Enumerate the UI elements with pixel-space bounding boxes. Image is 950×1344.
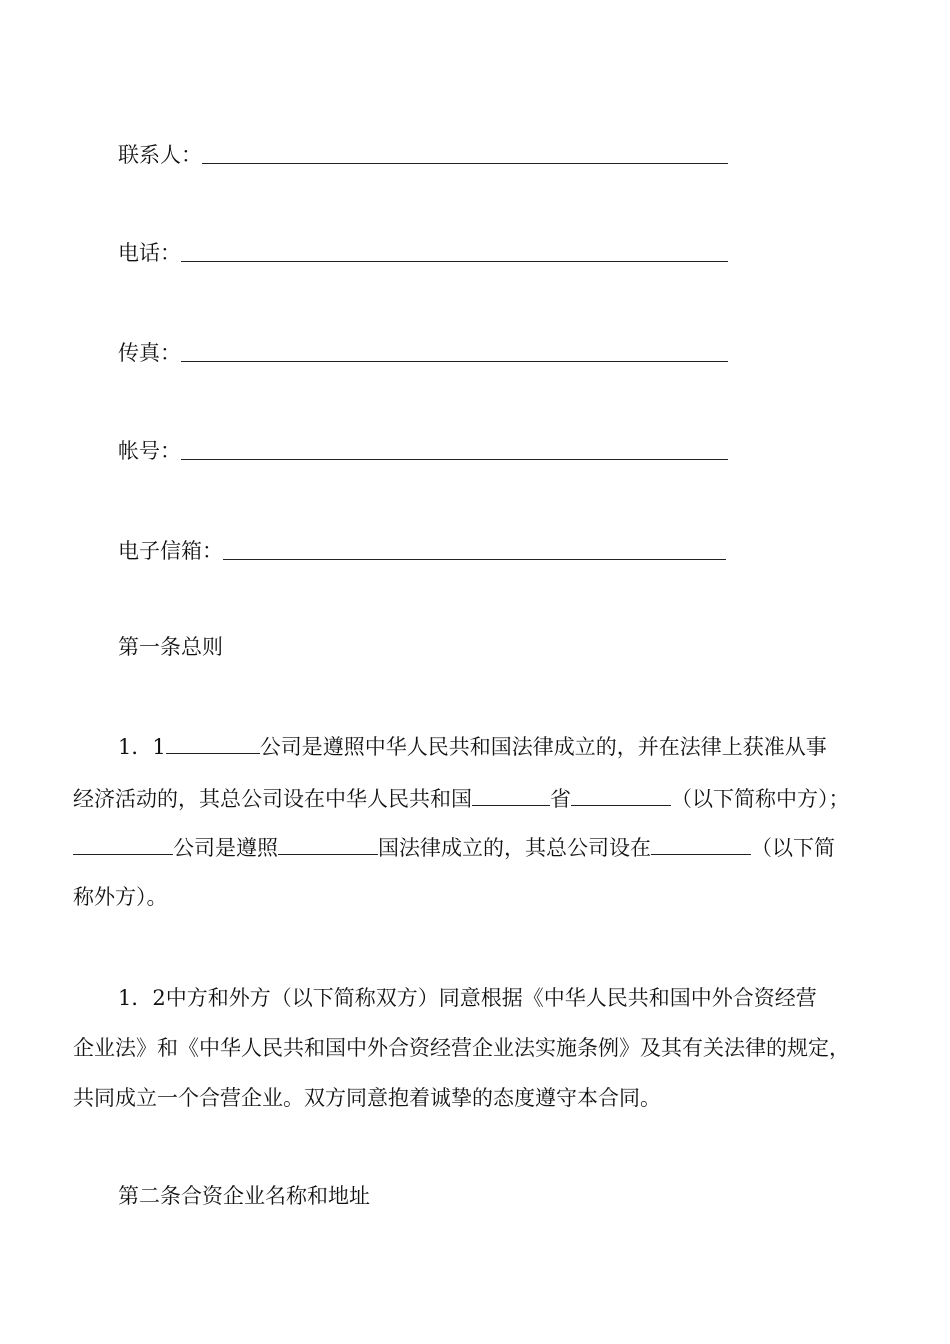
email-blank[interactable] bbox=[223, 559, 726, 560]
p11-number: 1．1 bbox=[118, 735, 166, 759]
paragraph-1-2 bbox=[73, 986, 888, 1116]
p11-text-2a: 经济活动的，其总公司设在中华人民共和国 bbox=[73, 787, 472, 811]
paragraph-1-1 bbox=[73, 735, 888, 915]
p11-text-4: 称外方）。 bbox=[73, 885, 168, 909]
p12-line-1: 1．2中方和外方（以下简称双方）同意根据《中华人民共和国中外合资经营 bbox=[118, 986, 817, 1010]
province-blank[interactable] bbox=[472, 787, 550, 806]
section-2-heading: 第二条合资企业名称和地址 bbox=[118, 1184, 370, 1208]
company-name-blank-2[interactable] bbox=[73, 836, 173, 855]
city-blank[interactable] bbox=[571, 787, 671, 806]
p11-line-3 bbox=[73, 836, 835, 860]
phone-blank[interactable] bbox=[181, 261, 728, 262]
email-field bbox=[118, 532, 726, 562]
country-blank[interactable] bbox=[278, 836, 378, 855]
p11-text-1: 公司是遵照中华人民共和国法律成立的，并在法律上获准从事 bbox=[259, 735, 827, 759]
p11-text-2b: 省 bbox=[550, 787, 571, 811]
contact-person-blank[interactable] bbox=[202, 163, 728, 164]
p12-line-2: 企业法》和《中华人民共和国中外合资经营企业法实施条例》及其有关法律的规定， bbox=[73, 1036, 850, 1060]
p11-line-4 bbox=[73, 885, 168, 909]
p11-line-2 bbox=[73, 787, 850, 811]
p11-line-1 bbox=[118, 735, 827, 759]
p11-text-3c: （以下简 bbox=[751, 836, 835, 860]
p12-line-3: 共同成立一个合营企业。双方同意抱着诚挚的态度遵守本合同。 bbox=[73, 1086, 661, 1110]
headquarters-blank[interactable] bbox=[651, 836, 751, 855]
p11-text-2c: （以下简称中方）； bbox=[671, 787, 850, 811]
contact-person-label: 联系人： bbox=[118, 143, 202, 167]
p11-text-3a: 公司是遵照 bbox=[173, 836, 278, 860]
contact-person-field bbox=[118, 136, 728, 166]
fax-blank[interactable] bbox=[181, 361, 728, 362]
phone-label: 电话： bbox=[118, 241, 181, 265]
fax-label: 传真： bbox=[118, 341, 181, 365]
account-label: 帐号： bbox=[118, 439, 181, 463]
fax-field bbox=[118, 334, 728, 364]
email-label: 电子信箱： bbox=[118, 539, 223, 563]
phone-field bbox=[118, 234, 728, 264]
p11-text-3b: 国法律成立的，其总公司设在 bbox=[378, 836, 651, 860]
account-field bbox=[118, 432, 728, 462]
company-name-blank-1[interactable] bbox=[166, 735, 260, 754]
section-1-heading: 第一条总则 bbox=[118, 635, 223, 659]
account-blank[interactable] bbox=[181, 459, 728, 460]
